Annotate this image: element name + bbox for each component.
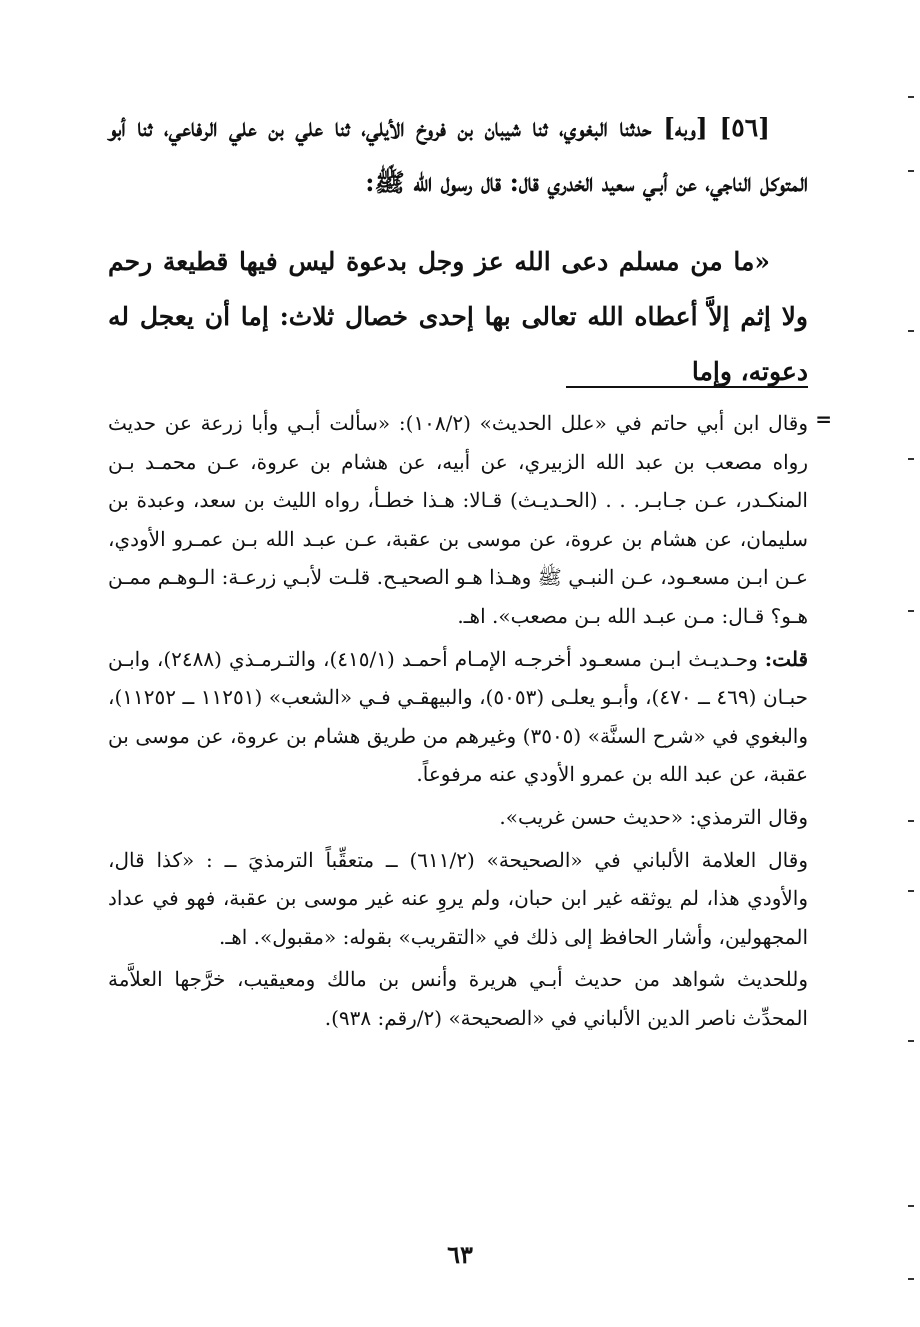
scan-edge-mark [908,170,914,172]
footnote-body: وحـديـث ابـن مسعـود أخرجـه الإمـام أحمـد (٤١٥/١)، والتـرمـذي (٢٤٨٨)، وابـن حبـان (٤٦٩ ــ ٤٧٠)، وأبـو يعلـى (٥٠٥٣)، والبيهقـي فـي «الشعب» (١١٢٥١ ــ ١١٢٥٢)، والبغوي في «شرح السنَّة» (٣٥٠٥) وغيرهم من طريق هشام بن عروة، عن موسى بن عقبة، عن عبد الله بن عمرو الأودي عنه مرفوعاً. [108,646,809,787]
scan-edge-mark [908,820,914,822]
scan-edge-mark [908,458,914,460]
footnote-continuation-mark: = [815,407,832,431]
scan-edge-mark [908,1278,914,1280]
footnote-paragraph [108,640,808,794]
scan-edge-mark [908,330,914,332]
scan-edge-mark [908,610,914,612]
footnote-paragraph: وقال العلامة الألباني في «الصحيحة» (٦١١/٢) ــ متعقِّباً الترمذيَ ــ : «كذا قال، والأودي هذا، لم يوثقه غير ابن حبان، ولم يروِ عنه غير موسى بن عقبة، فهو في عداد المجهولين، وأشار الحافظ إلى ذلك في «التقريب» بقوله: «مقبول». اهـ. [108,847,808,949]
hadith-chain-paragraph: [٥٦] [وبه] حدثنا البغوي، ثنا شيبان بن فروخ الأيلي، ثنا علي بن علي الرفاعي، ثنا أبو المتوكل الناجي، عن أبـي سعيد الخدري قال: قال رسول الله ﷺ: [108,113,808,197]
scan-edge-mark [908,96,914,98]
footnotes [108,404,808,1042]
footnote-paragraph: وقال الترمذي: «حديث حسن غريب». [499,804,808,829]
footnote-paragraph: وللحديث شواهد من حديث أبـي هريرة وأنس بن مالك ومعيقيب، خرَّجها العلاَّمة المحدِّث ناصر الدين الألباني في «الصحيحة» (٢/رقم: ٩٣٨). [108,967,809,1030]
footnote-paragraph: وقال ابن أبي حاتم في «علل الحديث» (١٠٨/٢): «سألت أبـي وأبا زرعة عن حديث رواه مصعب بن عبد الله الزبيري، عن أبيه، عن هشام بن عروة، عـن محمـد بـن المنكـدر، عـن جـابـر. . . (الحـديـث) قـالا: هـذا خطـأ، رواه الليث بن سعد، وعبدة بن سليمان، عن هشام بن عروة، عن موسى بن عقبة، عـن عبـد الله بـن عمـرو الأودي، عـن ابـن مسعـود، عـن النبـي ﷺ وهـذا هـو الصحيـح. قلـت لأبـي زرعـة: الـوهـم ممـن هـو؟ قـال: مـن عبـد الله بـن مصعب». اهـ. [108,411,809,628]
footnote-separator [566,386,808,388]
scan-edge-mark [908,890,914,892]
scan-edge-mark [908,1040,914,1042]
main-text [108,100,808,423]
footnote-lead: قلت: [764,646,808,671]
scan-edge-mark [908,1205,914,1207]
hadith-text-paragraph: «ما من مسلم دعى الله عز وجل بدعوة ليس فيها قطيعة رحم ولا إثم إلاَّ أعطاه الله تعالى بها إحدى خصال ثلاث: إما أن يعجل له دعوته، وإما [108,247,808,386]
page-number: ٦٣ [447,1240,473,1269]
